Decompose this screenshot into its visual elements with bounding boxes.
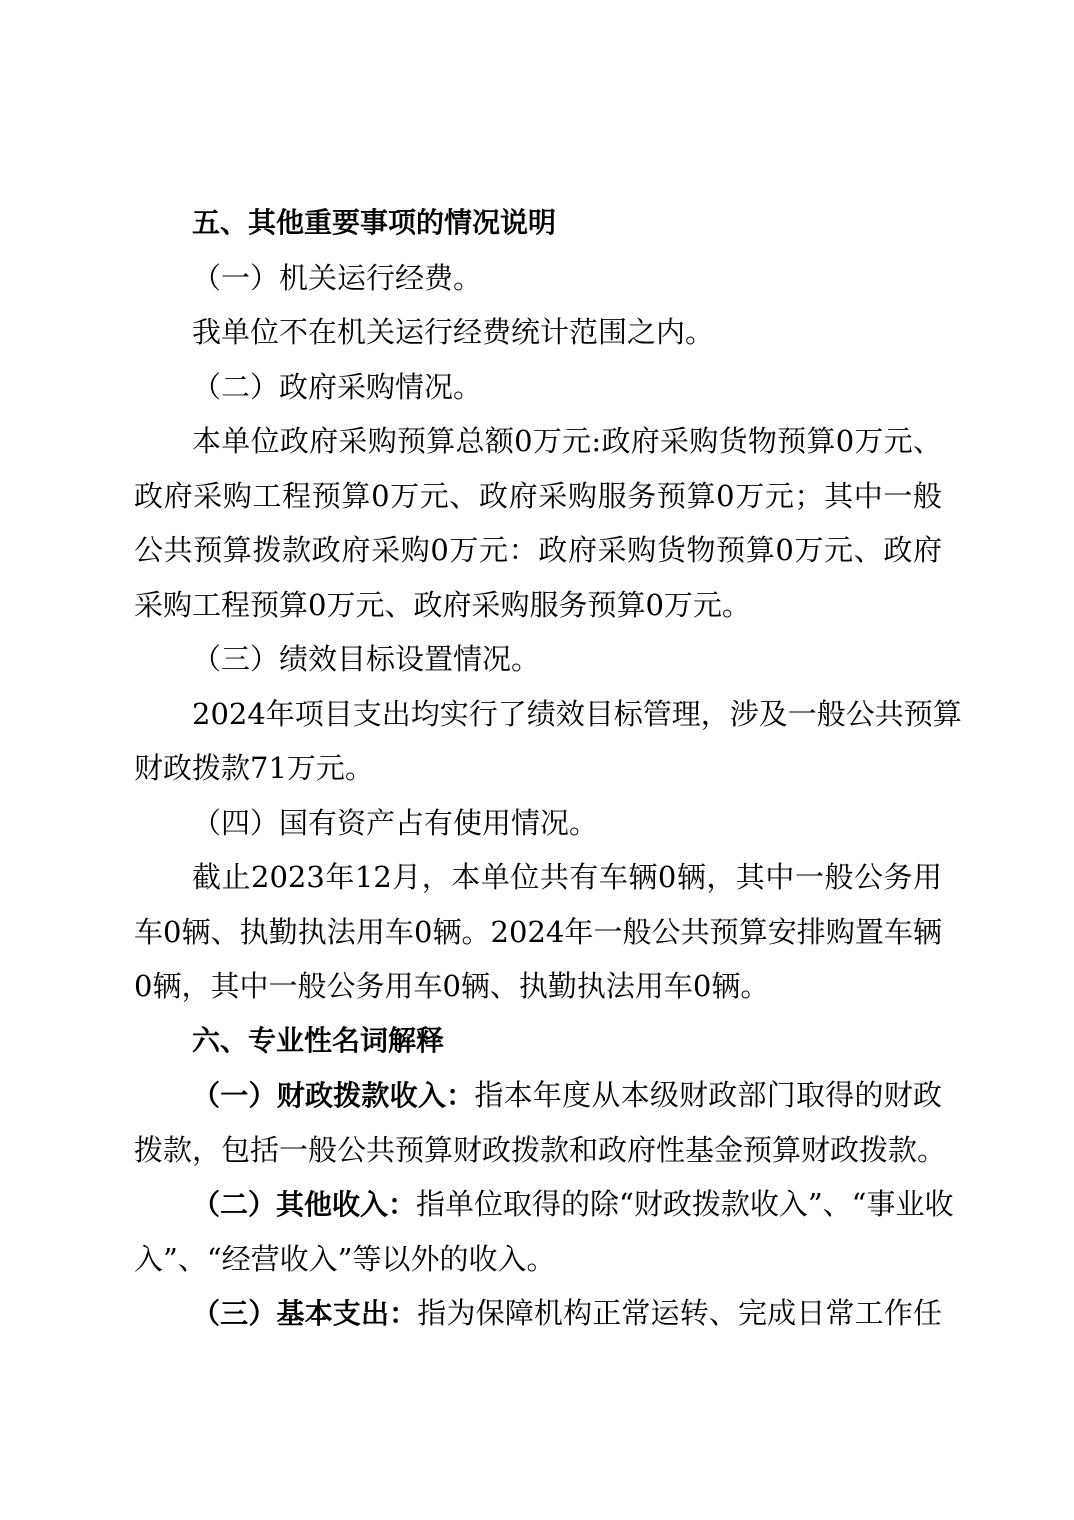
subheading-state-assets: （四）国有资产占有使用情况。	[192, 805, 599, 840]
term-definition: 指单位取得的除“财政拨款收入”、“事业收	[416, 1187, 954, 1221]
term-definition-line	[134, 1286, 942, 1341]
section-heading-5: 五、其他重要事项的情况说明	[192, 206, 557, 239]
paragraph-line: 我单位不在机关运行经费统计范围之内。	[192, 315, 715, 349]
subheading-performance-goals: （三）绩效目标设置情况。	[192, 642, 541, 676]
term-definition-line	[134, 1068, 942, 1123]
paragraph-line: 2024年项目支出均实行了绩效目标管理，涉及一般公共预算	[192, 696, 962, 731]
paragraph-line: 财政拨款71万元。	[134, 751, 374, 785]
paragraph-line: 0辆，其中一般公务用车0辆、执勤执法用车0辆。	[134, 969, 770, 1003]
section-heading-6: 六、专业性名词解释	[192, 1023, 445, 1057]
paragraph-line: 截止2023年12月，本单位共有车辆0辆，其中一般公务用	[192, 860, 942, 894]
paragraph-line: 公共预算拨款政府采购0万元：政府采购货物预算0万元、政府	[134, 533, 942, 567]
paragraph-line: 拨款，包括一般公共预算财政拨款和政府性基金预算财政拨款。	[134, 1132, 947, 1167]
subheading-operating-funds: （一）机关运行经费。	[192, 260, 483, 295]
paragraph-line: 车0辆、执勤执法用车0辆。2024年一般公共预算安排购置车辆	[134, 914, 942, 949]
subheading-procurement: （二）政府采购情况。	[192, 369, 483, 404]
paragraph-line: 采购工程预算0万元、政府采购服务预算0万元。	[134, 587, 751, 622]
term-label: （三）基本支出：	[192, 1297, 418, 1330]
term-label: （一）财政拨款收入：	[192, 1079, 475, 1112]
paragraph-line: 政府采购工程预算0万元、政府采购服务预算0万元；其中一般	[134, 478, 942, 513]
term-definition-line	[134, 1177, 954, 1232]
term-definition: 指本年度从本级财政部门取得的财政	[474, 1078, 942, 1112]
term-definition: 指为保障机构正常运转、完成日常工作任	[417, 1296, 942, 1330]
document-body	[134, 196, 962, 1341]
paragraph-line: 入”、“经营收入”等以外的收入。	[134, 1241, 556, 1276]
paragraph-line: 本单位政府采购预算总额0万元:政府采购货物预算0万元、	[192, 424, 942, 458]
term-label: （二）其他收入：	[192, 1188, 417, 1221]
